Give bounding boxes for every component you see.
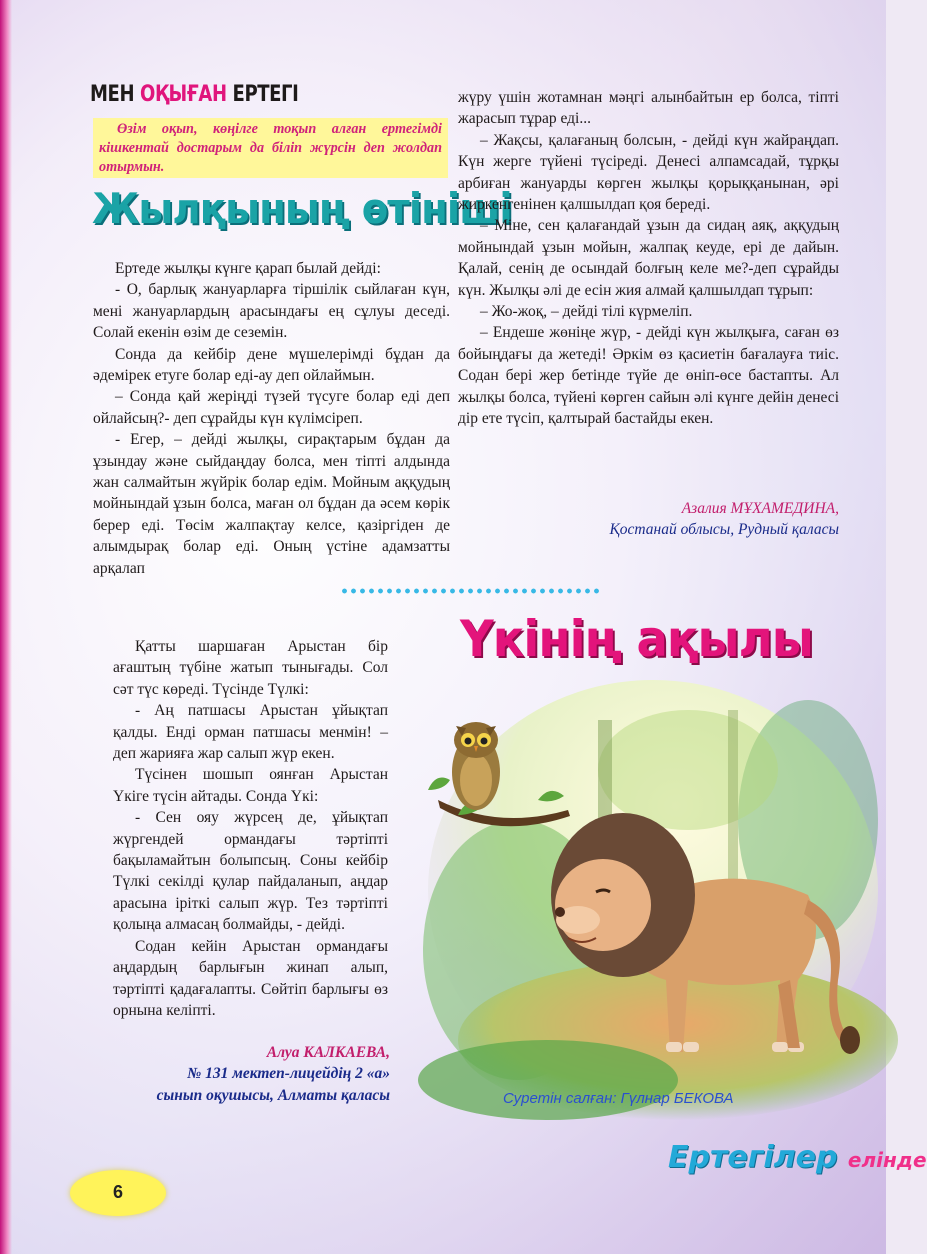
story1-column-left bbox=[93, 258, 450, 579]
owl-lion-illustration bbox=[428, 680, 873, 1120]
story1-paragraph: – Міне, сен қалағандай ұзын да сидаң аяқ, аққудың мойнындай ұзын мойын, жалпақ кеуде, ері де дайын. Қалай, сенің де осындай болғың келе ме?-деп сұрайды күн. Жылқы әлі де есін жия алмай қалшылдап тұрып: bbox=[458, 217, 839, 299]
story2-paragraph: Содан кейін Арыстан ормандағы аңдардың барлығын жинап алып, тәртіпті қадағалапты. Сөйтіп барлығы өз орнына келіпті. bbox=[113, 937, 388, 1019]
story1-paragraph: – Сонда қай жеріңді түзей түсуге болар еді деп ойлайсың?- деп сұрайды күн күлімсіреп. bbox=[93, 388, 450, 427]
story1-paragraph: – Ендеше жөніңе жүр, - дейді күн жылқыға, саған өз бойыңдағы да жетеді! Әркім өз қасиетін бағалауға тиіс. Содан бері жер бетінде түйе де өніп-өсе бастапты. Ал жылқы болса, түйені көрген сайын әлі күнге дейін денесі дір ете түсіп, қалтырай бастайды екен. bbox=[458, 324, 839, 428]
header-word-2: ОҚЫҒАН bbox=[140, 82, 227, 107]
story1-place: Қостанай облысы, Рудный қаласы bbox=[609, 521, 839, 539]
story2-paragraph: - Сен ояу жүрсең де, ұйықтап жүргендей ормандағы тәртіпті бақыламайтын болыпсың. Соны кейбір Түлкі секілді қулар пайдаланып, аңдар арасына іріткі салып жүр. Тез тәртіпті қолыңа алмасаң болмайды, - дейді. bbox=[113, 809, 388, 934]
story1-paragraph: жүру үшін жотамнан мәңгі алынбайтын ер болса, тіпті жарасып тұрар еді... bbox=[458, 89, 839, 128]
section-header bbox=[90, 82, 298, 107]
story1-signature bbox=[480, 498, 839, 541]
dotted-divider bbox=[340, 588, 600, 594]
logo-line-1: Ертегілер bbox=[668, 1140, 838, 1175]
intro-note: Өзім оқып, көңілге тоқып алған ертегімді кішкентай достарым да біліп жүрсін деп жолдап отырмын. bbox=[93, 118, 448, 178]
magazine-edge bbox=[0, 0, 12, 1254]
story1-paragraph: - Егер, – дейді жылқы, сирақтарым бұдан да ұзындау және сыйдаңдау болса, мен тіпті алдында жан салмайтын жүйрік болар едім. Мойным аққудың мойнындай ұзын болса, маған ол бұдан да әсем көрік берер еді. Төсім жалпақтау келсе, қазіргіден де алымдырақ болар еді. Оның үстіне адамзатты арқалап bbox=[93, 431, 450, 577]
story1-title: Жылқының өтініші bbox=[92, 184, 512, 233]
story2-signature bbox=[100, 1042, 390, 1106]
story2-paragraph: - Аң патшасы Арыстан ұйықтап қалды. Енді орман патшасы менмін! – деп жарияға жар салып жүр екен. bbox=[113, 702, 388, 763]
story2-paragraph: Түсінен шошып оянған Арыстан Үкіге түсін айтады. Сонда Үкі: bbox=[113, 766, 388, 805]
header-word-3: ЕРТЕГІ bbox=[232, 82, 299, 107]
illustration-credit: Суретін салған: Гүлнар БЕКОВА bbox=[503, 1090, 734, 1107]
story2-author: Алуа КАЛКАЕВА, bbox=[266, 1044, 390, 1061]
story1-paragraph: Ертеде жылқы күнге қарап былай дейді: bbox=[115, 260, 381, 277]
story2-column bbox=[113, 636, 388, 1021]
story2-school: № 131 мектеп-лицейдің 2 «а» bbox=[187, 1065, 390, 1083]
story1-author: Азалия МҰХАМЕДИНА, bbox=[681, 500, 839, 517]
story2-paragraph: Қатты шаршаған Арыстан бір ағаштың түбіне жатып тынығады. Сол сәт түс көреді. Түсінде Түлкі: bbox=[113, 638, 388, 698]
story1-paragraph: – Жо-жоқ, – дейді тілі күрмеліп. bbox=[480, 303, 693, 321]
story1-paragraph: – Жақсы, қалағаның болсын, - дейді күн жайраңдап. Күн жерге түйені түсіреді. Денесі алпамсадай, тұрқы арбиған жануарды көрген жылқы қорыққанынан, әрі жиркенгенінен қалшылдап қоя береді. bbox=[458, 131, 839, 214]
owl-figure bbox=[452, 722, 500, 810]
story1-paragraph: - О, барлық жануарларға тіршілік сыйлаған күн, мені жануарлардың арасындағы ең сұлуы деседі. Солай екенін өзім де сеземін. bbox=[93, 281, 450, 342]
story2-school-city: сынып оқушысы, Алматы қаласы bbox=[156, 1086, 390, 1104]
page-number: 6 bbox=[112, 1182, 123, 1202]
logo-line-2: елінде bbox=[847, 1148, 927, 1172]
story2-title: Үкінің ақылы bbox=[460, 610, 813, 668]
story1-paragraph: Сонда да кейбір дене мүшелерімді бұдан да әдемірек етуге болар еді-ау деп ойлаймын. bbox=[93, 345, 450, 385]
header-word-1: МЕН bbox=[90, 82, 135, 107]
story1-column-right bbox=[458, 87, 839, 430]
magazine-logo bbox=[668, 1140, 927, 1175]
